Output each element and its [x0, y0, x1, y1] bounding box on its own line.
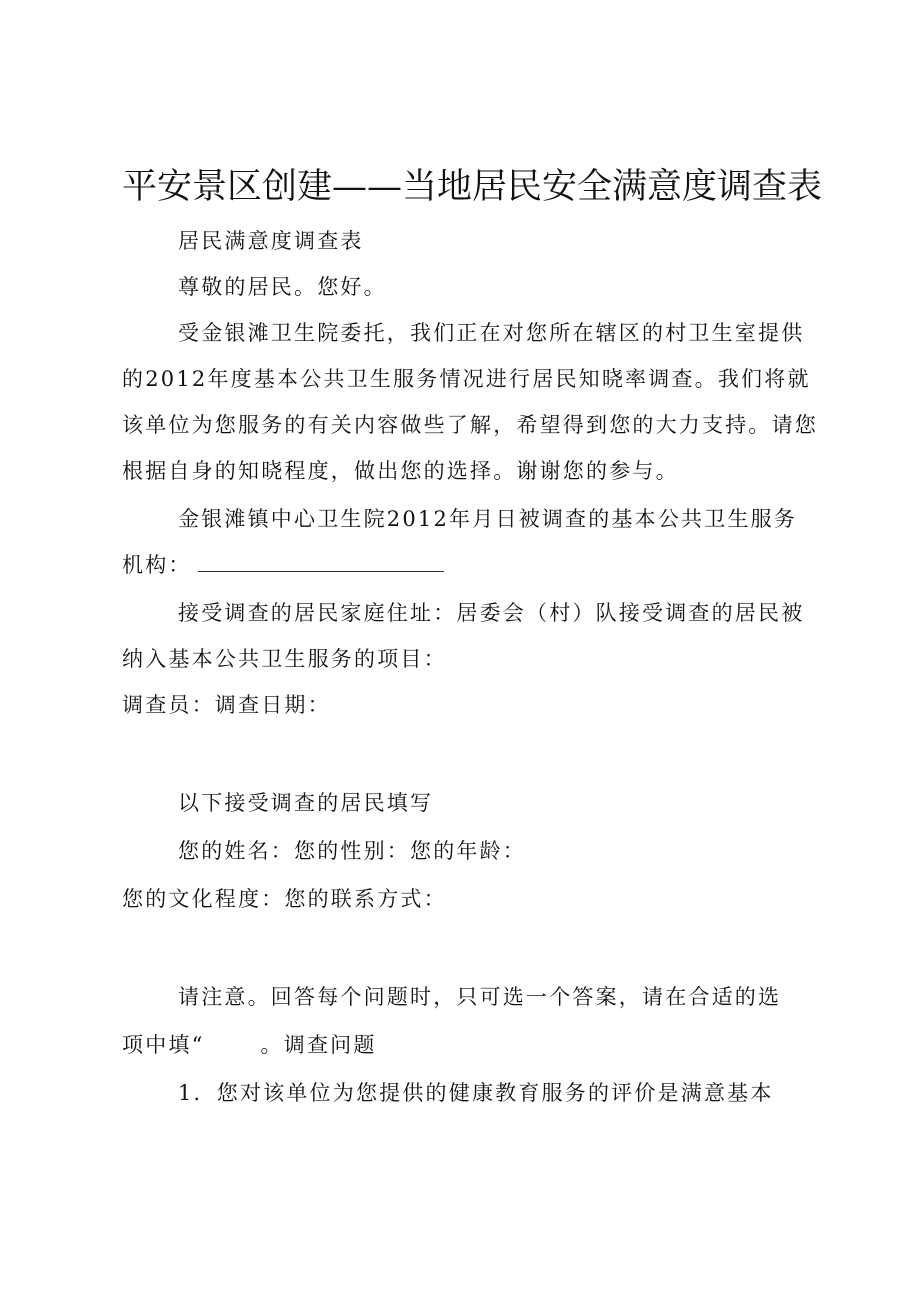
institution-label: 机构： [122, 553, 192, 577]
institution-blank-underline [198, 551, 444, 572]
document-title: 平安景区创建——当地居民安全满意度调查表 [122, 167, 823, 207]
address-line-1: 接受调查的居民家庭住址：居委会（村）队接受调查的居民被 [178, 601, 805, 625]
notice-prefix: 项中填“ [122, 1033, 205, 1057]
address-line-2: 纳入基本公共卫生服务的项目： [122, 647, 447, 671]
resident-section-heading: 以下接受调查的居民填写 [178, 791, 434, 815]
greeting: 尊敬的居民。您好。 [178, 275, 387, 299]
notice-line-1: 请注意。回答每个问题时，只可选一个答案，请在合适的选 [178, 985, 782, 1009]
subtitle: 居民满意度调查表 [178, 229, 364, 253]
intro-line-4: 根据自身的知晓程度，做出您的选择。谢谢您的参与。 [122, 459, 679, 483]
institution-line-2 [122, 550, 444, 580]
intro-line-1: 受金银滩卫生院委托，我们正在对您所在辖区的村卫生室提供 [178, 321, 805, 345]
question-1: 1．您对该单位为您提供的健康教育服务的评价是满意基本 [178, 1081, 774, 1105]
intro-line-3: 该单位为您服务的有关内容做些了解，希望得到您的大力支持。请您 [122, 413, 818, 437]
institution-line-1: 金银滩镇中心卫生院2012年月日被调查的基本公共卫生服务 [178, 507, 798, 531]
surveyor-line: 调查员：调查日期： [122, 693, 331, 717]
intro-line-2: 的2012年度基本公共卫生服务情况进行居民知晓率调查。我们将就 [122, 367, 811, 391]
notice-suffix: 。调查问题 [260, 1033, 377, 1057]
notice-line-2 [122, 1030, 377, 1060]
resident-fields-line-1: 您的姓名：您的性别：您的年龄： [178, 839, 526, 863]
resident-fields-line-2: 您的文化程度：您的联系方式： [122, 887, 447, 911]
